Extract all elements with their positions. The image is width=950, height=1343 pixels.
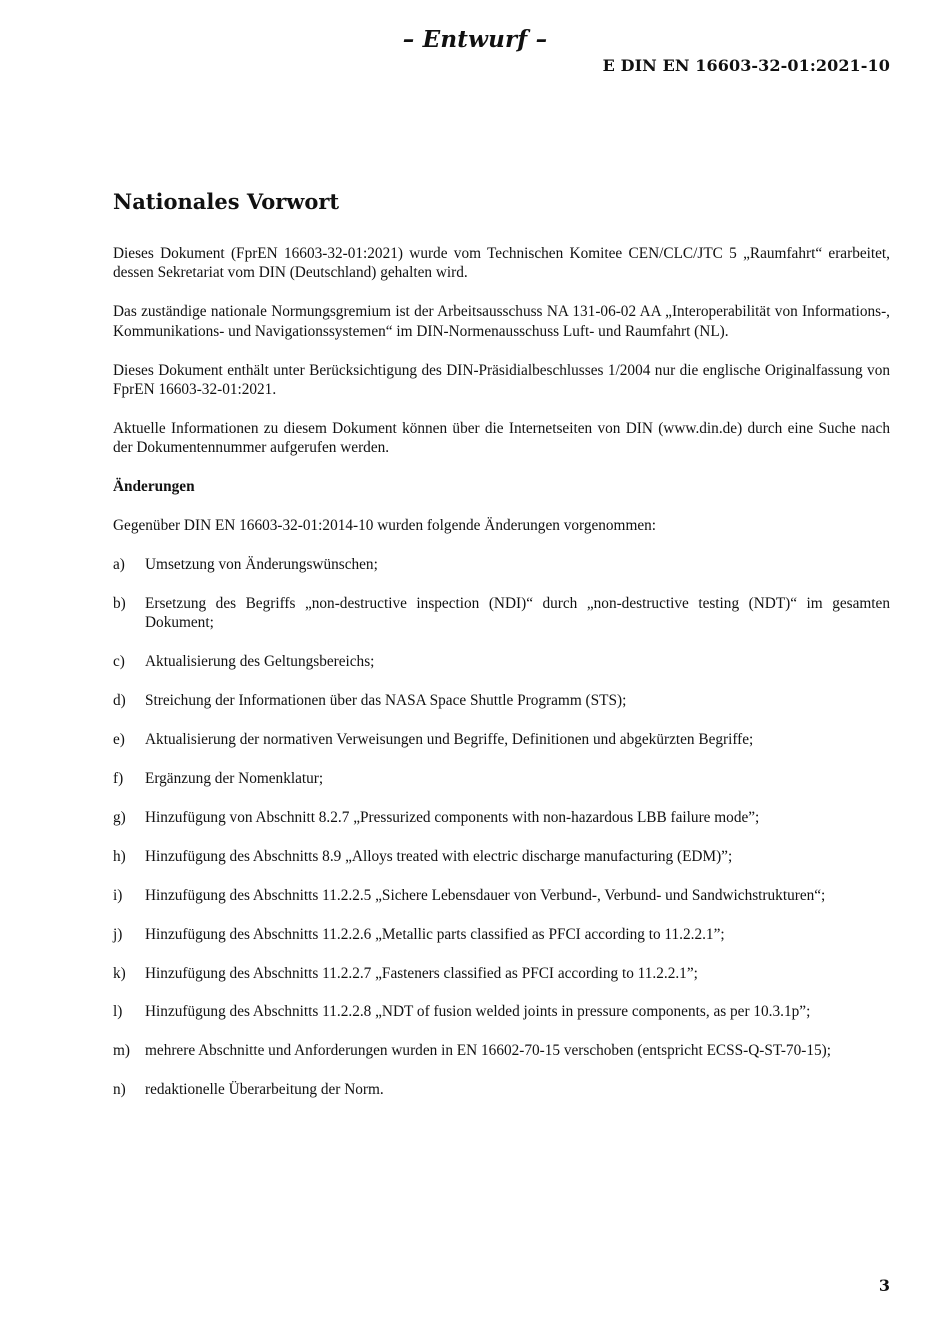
list-item (113, 925, 890, 944)
list-item-label: d) (113, 692, 126, 710)
list-item-label: l) (113, 1003, 123, 1021)
document-number: E DIN EN 16603-32-01:2021-10 (602, 56, 890, 75)
list-item (113, 769, 890, 788)
paragraph: Dieses Dokument (FprEN 16603-32-01:2021) wurde vom Technischen Komitee CEN/CLC/JTC 5 „Raumfahrt“ erarbeitet, dessen Sekretariat vom DIN (Deutschland) gehalten wird. (113, 245, 890, 282)
list-item-label: m) (113, 1042, 130, 1060)
page-number: 3 (878, 1276, 890, 1295)
paragraph: Das zuständige nationale Normungsgremium ist der Arbeitsausschuss NA 131-06-02 AA „Interoperabilität von Informations-, Kommunikations- und Navigationssystemen“ im DIN-Normenausschuss Luft- und Raumfahrt (NL). (113, 303, 890, 340)
list-item-label: f) (113, 770, 124, 787)
list-item-text: Streichung der Informationen über das NASA Space Shuttle Programm (STS); (145, 692, 627, 710)
list-item-text: Aktualisierung der normativen Verweisungen und Begriffe, Definitionen und abgekürzten Begriffe; (145, 731, 754, 749)
list-item-text: Hinzufügung des Abschnitts 11.2.2.6 „Metallic parts classified as PFCI according to 11.2.2.1”; (145, 925, 725, 943)
list-item (113, 847, 890, 866)
list-item (113, 594, 890, 633)
list-item-text: Hinzufügung von Abschnitt 8.2.7 „Pressurized components with non-hazardous LBB failure mode”; (145, 808, 760, 826)
list-item (113, 1002, 890, 1021)
list-item-text: redaktionelle Überarbeitung der Norm. (145, 1081, 384, 1099)
list-item-label: n) (113, 1081, 126, 1099)
list-item-label: h) (113, 847, 126, 865)
list-item-label: b) (113, 594, 126, 612)
list-item (113, 886, 890, 905)
list-item (113, 555, 890, 574)
list-item-label: k) (113, 964, 126, 982)
list-item-label: j) (113, 925, 123, 943)
subsection-heading: Änderungen (113, 478, 195, 496)
list-item-text: Hinzufügung des Abschnitts 11.2.2.7 „Fasteners classified as PFCI according to 11.2.2.1”; (145, 964, 698, 982)
list-item-label: i) (113, 886, 123, 904)
list-item-label: c) (113, 653, 125, 671)
list-item (113, 730, 890, 749)
draft-watermark: – Entwurf – (402, 26, 548, 53)
page-content (113, 188, 890, 1119)
list-item (113, 652, 890, 671)
paragraph: Aktuelle Informationen zu diesem Dokument können über die Internetseiten von DIN (www.din.de) durch eine Suche nach der Dokumentennummer aufgerufen werden. (113, 419, 890, 457)
list-item-text: Hinzufügung des Abschnitts 8.9 „Alloys treated with electric discharge manufacturing (EDM)”; (145, 847, 733, 865)
list-item-label: a) (113, 556, 125, 574)
list-item-text: Hinzufügung des Abschnitts 11.2.2.8 „NDT of fusion welded joints in pressure components, as per 10.3.1p”; (145, 1003, 811, 1021)
list-item-text: Ergänzung der Nomenklatur; (145, 770, 324, 787)
paragraph: Dieses Dokument enthält unter Berücksichtigung des DIN-Präsidialbeschlusses 1/2004 nur die englische Originalfassung von FprEN 16603-32-01:2021. (113, 361, 890, 399)
changes-list (113, 555, 890, 1100)
list-item (113, 1041, 890, 1060)
changes-intro: Gegenüber DIN EN 16603-32-01:2014-10 wurden folgende Änderungen vorgenommen: (113, 517, 657, 535)
section-title: Nationales Vorwort (113, 189, 340, 214)
list-item-text: Ersetzung des Begriffs „non-destructive inspection (NDI)“ durch „non-destructive testing (NDT)“ im gesamten Dokument; (145, 594, 890, 632)
list-item-label: e) (113, 731, 125, 749)
list-item-text: Hinzufügung des Abschnitts 11.2.2.5 „Sichere Lebensdauer von Verbund-, Verbund- und Sandwichstrukturen“; (145, 886, 826, 904)
list-item-text: mehrere Abschnitte und Anforderungen wurden in EN 16602-70-15 verschoben (entspricht ECSS-Q-ST-70-15); (145, 1042, 831, 1060)
list-item (113, 964, 890, 983)
list-item (113, 808, 890, 827)
list-item-text: Aktualisierung des Geltungsbereichs; (145, 653, 375, 671)
list-item (113, 691, 890, 710)
list-item-text: Umsetzung von Änderungswünschen; (145, 556, 378, 574)
list-item (113, 1080, 890, 1099)
list-item-label: g) (113, 808, 126, 826)
